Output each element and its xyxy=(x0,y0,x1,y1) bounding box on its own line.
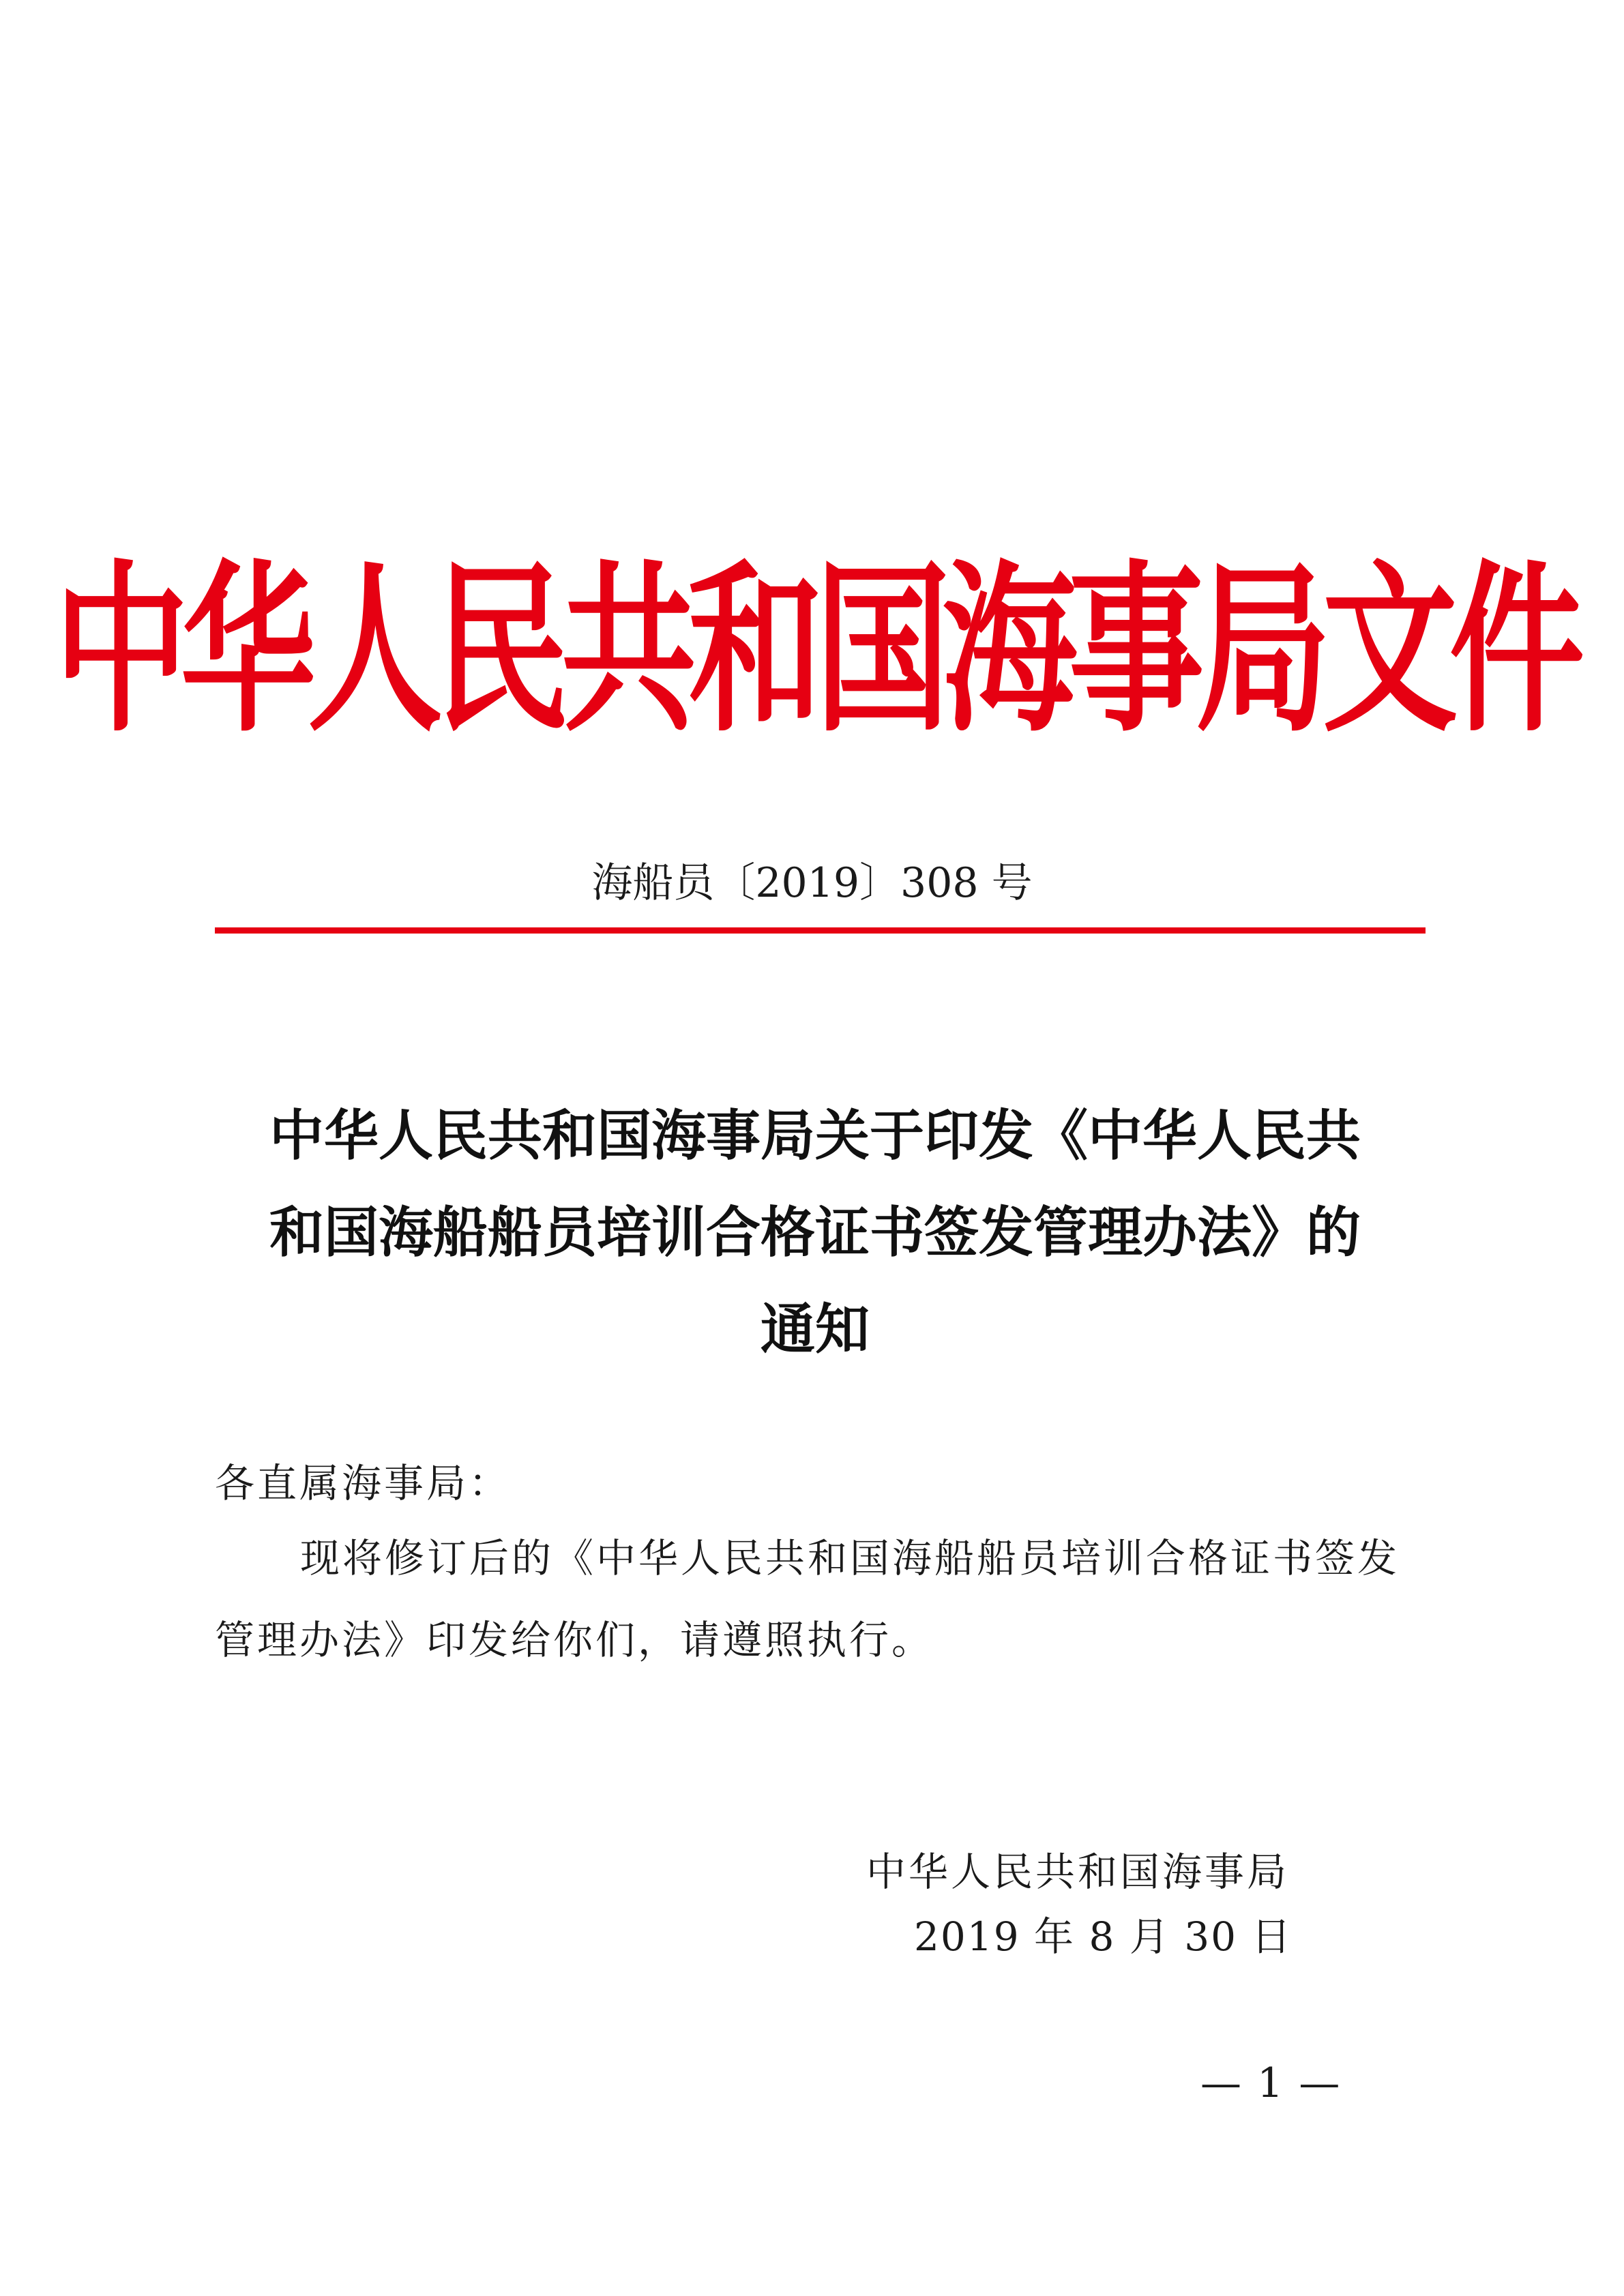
red-divider-line xyxy=(215,927,1426,934)
document-header-title: 中华人民共和国海事局文件 xyxy=(54,543,1576,756)
body-line: 管理办法》印发给你们，请遵照执行。 xyxy=(215,1617,934,1663)
notice-title-line: 通知 xyxy=(761,1298,870,1361)
signature-organization: 中华人民共和国海事局 xyxy=(866,1849,1290,1895)
notice-title-line: 和国海船船员培训合格证书签发管理办法》的 xyxy=(269,1201,1361,1264)
signature-date: 2019 年 8 月 30 日 xyxy=(914,1913,1293,1960)
document-number: 海船员〔2019〕308 号 xyxy=(591,859,1033,907)
page-number: — 1 — xyxy=(1200,2059,1342,2107)
body-paragraph xyxy=(215,1517,1422,1681)
addressee: 各直属海事局： xyxy=(215,1460,512,1506)
notice-title-line: 中华人民共和国海事局关于印发《中华人民共 xyxy=(269,1104,1361,1167)
notice-title xyxy=(205,1088,1426,1378)
body-line: 现将修订后的《中华人民共和国海船船员培训合格证书签发 xyxy=(300,1535,1400,1581)
